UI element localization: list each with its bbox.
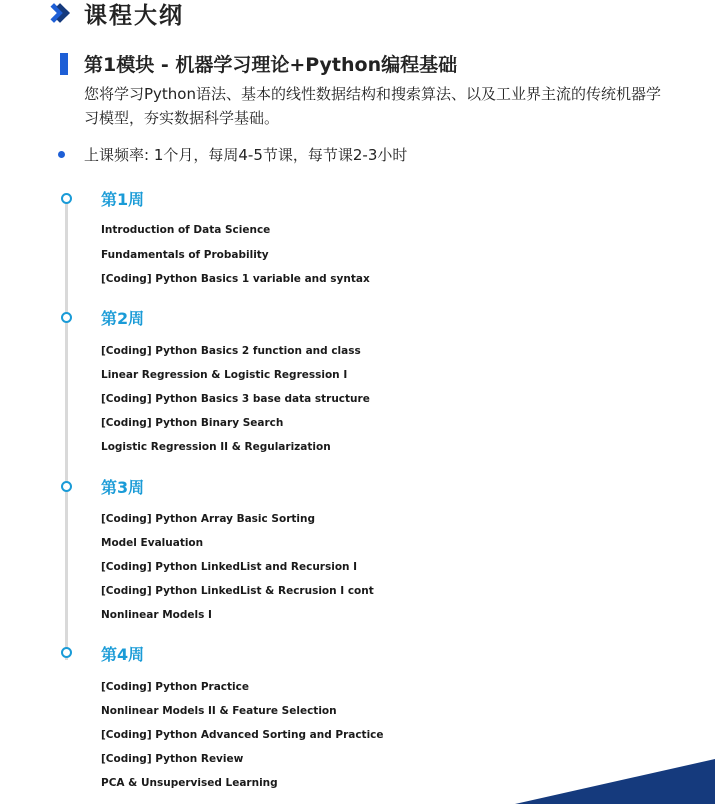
lesson-item: [Coding] Python Basics 2 function and class	[101, 345, 361, 357]
timeline-line	[65, 200, 68, 660]
week-marker-icon	[61, 193, 72, 204]
lesson-item: Nonlinear Models I	[101, 609, 212, 621]
week-1-title: 第1周	[101, 190, 145, 209]
module-description: 您将学习Python语法、基本的线性数据结构和搜索算法、以及工业界主流的传统机器学习模型，夯实数据科学基础。	[84, 85, 661, 127]
lesson-item: Fundamentals of Probability	[101, 249, 269, 261]
page-title: 课程大纲	[84, 2, 184, 29]
lesson-item: [Coding] Python LinkedList & Recrusion I cont	[101, 585, 374, 597]
double-chevron-right-icon	[48, 2, 70, 24]
week-4-title: 第4周	[101, 645, 145, 664]
frequency-item	[58, 144, 407, 165]
lesson-item: [Coding] Python Advanced Sorting and Practice	[101, 729, 384, 741]
frequency-text: 上课频率: 1个月，每周4-5节课，每节课2-3小时	[84, 146, 408, 164]
module-title: 第1模块 - 机器学习理论+Python编程基础	[84, 54, 458, 76]
module-header	[60, 50, 457, 77]
lesson-item: [Coding] Python LinkedList and Recursion I	[101, 561, 358, 573]
week-3-title: 第3周	[101, 478, 145, 497]
lesson-item: [Coding] Python Array Basic Sorting	[101, 513, 315, 525]
lesson-item: [Coding] Python Basics 3 base data structure	[101, 393, 370, 405]
lesson-item: [Coding] Python Practice	[101, 681, 249, 693]
lesson-item: [Coding] Python Review	[101, 753, 244, 765]
lesson-item: [Coding] Python Binary Search	[101, 417, 284, 429]
lesson-item: Introduction of Data Science	[101, 224, 271, 236]
lesson-item: Logistic Regression II & Regularization	[101, 441, 331, 453]
week-marker-icon	[61, 481, 72, 492]
bullet-dot-icon	[58, 151, 65, 158]
lesson-item: [Coding] Python Basics 1 variable and syntax	[101, 273, 370, 285]
lesson-item: PCA & Unsupervised Learning	[101, 777, 278, 789]
corner-decoration	[515, 754, 715, 804]
page-header	[48, 0, 184, 29]
week-marker-icon	[61, 312, 72, 323]
week-marker-icon	[61, 647, 72, 658]
lesson-item: Model Evaluation	[101, 537, 204, 549]
week-2-title: 第2周	[101, 309, 145, 328]
lesson-item: Linear Regression & Logistic Regression I	[101, 369, 348, 381]
module-accent-bar	[60, 53, 68, 75]
lesson-item: Nonlinear Models II & Feature Selection	[101, 705, 337, 717]
